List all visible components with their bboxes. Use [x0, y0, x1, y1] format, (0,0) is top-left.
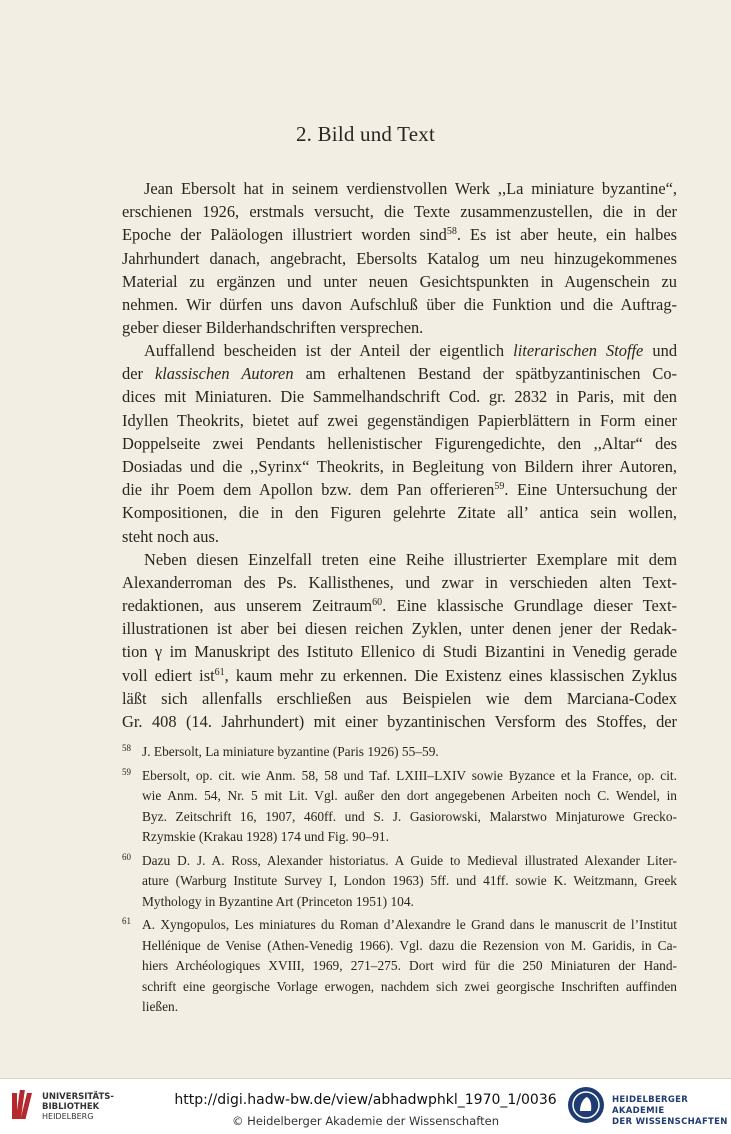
footnote-line: ließen.: [142, 999, 179, 1014]
text-line: Jean Ebersolt hat in seinem verdienstvollen Werk ,,La miniature byzantine“,: [144, 179, 677, 198]
text-line: redaktionen, aus unserem Zeitraum$^{60}$. Eine klassische Grundlage dieser Text-: [122, 596, 677, 616]
footnote-line: Rzymskie (Krakau 1928) 174 und Fig. 90–91.: [142, 829, 389, 844]
footnote-line: ature (Warburg Institute Survey I, London 1963) 5ff. und 41ff. sowie K. Weitzmann, Greek: [142, 873, 677, 888]
footnote-line: Byz. Zeitschrift 16, 1907, 460ff. und S. J. Gasiorowski, Malarstwo Minjaturowe Grecko-: [142, 808, 677, 824]
text-line: Dosiadas und die ,,Syrinx“ Theokrits, in Begleitung von Bildern ihrer Autoren,: [122, 456, 677, 476]
footnote-number: 60: [122, 851, 131, 862]
footnote-59: [122, 766, 677, 848]
text-line: illustrationen ist aber bei diesen reichen Zyklen, unter denen jener der Redak-: [122, 619, 677, 639]
text-line: Jahrhundert danach, angebracht, Ebersolts Katalog um neu hinzugekommenes: [122, 248, 677, 268]
text-line: Auffallend bescheiden ist der Anteil der eigentlich literarischen Stoffe und: [144, 341, 677, 360]
footnote-ref-59[interactable]: 59: [494, 481, 505, 493]
footnote-ref-60[interactable]: 60: [372, 597, 383, 609]
academy-name: HEIDELBERGER AKADEMIE DER WISSENSCHAFTEN: [612, 1095, 728, 1127]
library-name: UNIVERSITÄTS- BIBLIOTHEK HEIDELBERG: [42, 1092, 114, 1121]
text-line: voll ediert ist$^{61}$, kaum mehr zu erkennen. Die Existenz eines klassischen Zyklus: [122, 665, 677, 685]
viewer-footer: [0, 1078, 731, 1134]
text-line: tion γ im Manuskript des Istituto Ellenico di Studi Bizantini in Venedig gerade: [122, 642, 677, 662]
footnote-ref-58[interactable]: 58: [446, 226, 457, 238]
footnote-number: 61: [122, 916, 131, 926]
text-line: dices mit Miniaturen. Die Sammelhandschrift Cod. gr. 2832 in Paris, mit den: [122, 387, 677, 407]
academy-seal-icon: [566, 1085, 606, 1125]
text-line: die ihr Poem dem Apollon bzw. dem Pan offerieren$^{59}$. Eine Untersuchung der: [122, 480, 677, 500]
footnote-line: Mythology in Byzantine Art (Princeton 1951) 104.: [142, 893, 414, 909]
text-line: erschienen 1926, erstmals versucht, die Texte zusammenzustellen, die in der: [122, 202, 677, 222]
footnote-number: 58: [122, 743, 131, 753]
text-line: der klassischen Autoren am erhaltenen Bestand der spätbyzantinischen Co-: [122, 364, 677, 384]
text-line: Kompositionen, die in den Figuren gelehrte Zitate all’ antica sein wollen,: [122, 503, 677, 523]
footnote-line: schrift eine georgische Vorlage erwogen, nachdem sich zwei georgische Inschriften auffinden: [142, 978, 677, 994]
footnotes: [122, 742, 677, 1018]
text-line: geber dieser Bilderhandschriften versprechen.: [122, 318, 424, 338]
text-line: Gr. 408 (14. Jahrhundert) mit einer byzantinischen Versform des Stoffes, der: [122, 712, 677, 731]
footnote-line: Hellénique de Venise (Athen-Venedig 1966). Vgl. dazu die Rezension von M. Garidis, in Ca-: [142, 937, 677, 953]
text-line: Idyllen Theokrits, bietet auf zwei gegenständigen Papierblättern in Form einer: [122, 410, 677, 430]
text-line: Alexanderroman des Ps. Kallisthenes, und zwar in verschieden alten Text-: [122, 572, 677, 592]
text-line: Material zu ergänzen und unter neuen Gesichtspunkten in Augenschein zu: [122, 271, 677, 291]
text-line: steht noch aus.: [122, 526, 219, 546]
footnote-line: Ebersolt, op. cit. wie Anm. 58, 58 und Taf. LXIII–LXIV sowie Byzance et la France, op. cit.: [142, 767, 677, 783]
footnote-line: A. Xyngopulos, Les miniatures du Roman d’Alexandre le Grand dans le manuscrit de l’Institut: [142, 917, 677, 932]
text-line: Doppelseite zwei Pendants hellenistischer Figurengedichte, den ,,Altar“ des: [122, 433, 677, 453]
footnote-line: J. Ebersolt, La miniature byzantine (Paris 1926) 55–59.: [142, 744, 439, 759]
copyright-text: © Heidelberger Akademie der Wissenschaften: [232, 1114, 499, 1128]
text-line: nehmen. Wir dürfen uns davon Aufschluß über die Funktion und die Auftrag-: [122, 294, 677, 314]
footnote-58: [122, 742, 677, 763]
paragraph-2: [122, 339, 677, 733]
footnote-line: hiers Archéologiques XVIII, 1969, 271–275. Dort wird für die 250 Miniaturen der Hand-: [142, 958, 677, 973]
footnote-60: [122, 851, 677, 913]
footnote-line: wie Anm. 54, Nr. 5 mit Lit. Vgl. außer den dort angegebenen Arbeiten noch C. Wendel, in: [142, 788, 677, 803]
permalink-url[interactable]: http://digi.hadw-bw.de/view/abhadwphkl_1970_1/0036: [174, 1092, 557, 1108]
text-line: Neben diesen Einzelfall treten eine Reihe illustrierter Exemplare mit dem: [144, 549, 677, 569]
text-line: Epoche der Paläologen illustriert worden sind$^{58}$. Es ist aber heute, ein halbes: [122, 225, 677, 245]
text-line: läßt sich allenfalls erschließen aus Beispielen wie dem Marciana-Codex: [122, 688, 677, 708]
footnote-number: 59: [122, 766, 131, 777]
paragraph-1: [122, 177, 677, 339]
section-heading: 2. Bild und Text: [295, 122, 435, 146]
footnote-ref-61[interactable]: 61: [214, 666, 225, 678]
footnote-61: [122, 915, 677, 1018]
footnote-line: Dazu D. J. A. Ross, Alexander historiatus. A Guide to Medieval illustrated Alexander Liter-: [142, 852, 677, 868]
